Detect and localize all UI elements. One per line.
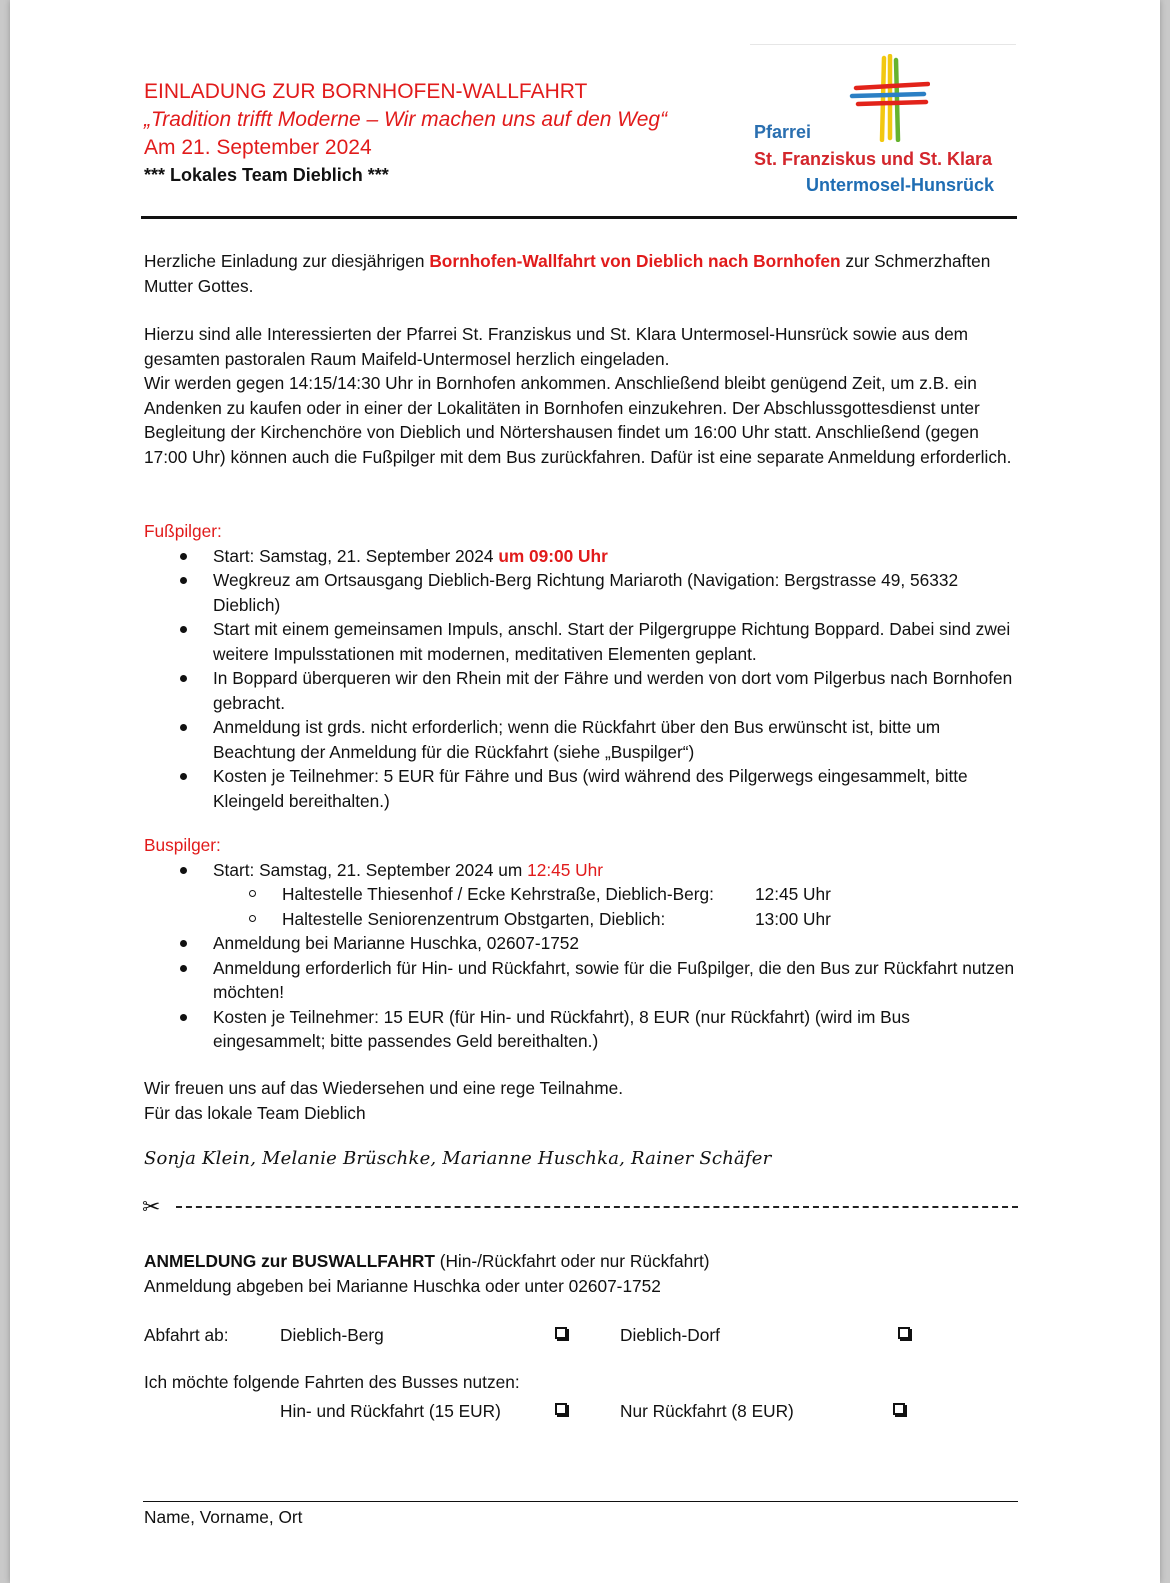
closing-line: Wir freuen uns auf das Wiedersehen und eine rege Teilnahme. <box>144 1078 624 1098</box>
start-time: 12:45 Uhr <box>527 859 604 880</box>
start-time: um 09:00 Uhr <box>498 545 608 566</box>
list-item: Kosten je Teilnehmer: 15 EUR (für Hin- und Rückfahrt), 8 EUR (nur Rückfahrt) (wird im Bus eingesammelt; bitte passendes Geld bereithalten.) <box>144 1005 1024 1054</box>
bus-stop-time: 13:00 Uhr <box>755 908 831 929</box>
bus-stop-place: Haltestelle Seniorenzentrum Obstgarten, Dieblich: <box>282 908 666 929</box>
bus-stop-time: 12:45 Uhr <box>755 884 831 904</box>
page-title: EINLADUNG ZUR BORNHOFEN-WALLFAHRT <box>144 80 588 103</box>
start-text: Start: Samstag, 21. September 2024 um <box>213 859 528 880</box>
list-item: Kosten je Teilnehmer: 5 EUR für Fähre und Bus (wird während des Pilgerwegs eingesammelt, bitte Kleingeld bereithalten.) <box>144 764 1024 813</box>
document-page <box>10 0 1160 1583</box>
section-heading-buspilger: Buspilger: <box>144 835 221 855</box>
team-name: *** Lokales Team Dieblich *** <box>144 165 389 185</box>
list-item <box>144 544 1024 569</box>
checkbox-return-only[interactable] <box>893 1403 905 1415</box>
list-item: Start mit einem gemeinsamen Impuls, anschl. Start der Pilgergruppe Richtung Boppard. Dabei sind zwei weitere Impulsstationen mit modernen, meditativen Elementen geplant. <box>144 617 1024 666</box>
bus-stop <box>213 907 1024 932</box>
list-item <box>144 858 1024 932</box>
logo-line-region: Untermosel-Hunsrück <box>806 175 995 195</box>
checkbox-dieblich-dorf[interactable] <box>898 1327 910 1339</box>
parish-cross-logo-icon <box>848 54 930 142</box>
checkbox-dieblich-berg[interactable] <box>555 1327 567 1339</box>
bus-stop <box>213 882 1024 907</box>
list-item: Anmeldung erforderlich für Hin- und Rückfahrt, sowie für die Fußpilger, die den Bus zur Rückfahrt nutzen möchten! <box>144 956 1024 1005</box>
list-item: In Boppard überqueren wir den Rhein mit der Fähre und werden von dort vom Pilgerbus nach Bornhofen gebracht. <box>144 666 1024 715</box>
scissors-icon: ✂ <box>142 1194 161 1219</box>
list-item: Anmeldung bei Marianne Huschka, 02607-1752 <box>144 931 1024 956</box>
intro-pre: Herzliche Einladung zur diesjährigen <box>144 251 430 271</box>
closing-block <box>144 1076 1024 1125</box>
event-date: Am 21. September 2024 <box>144 136 372 159</box>
form-title <box>144 1249 710 1274</box>
list-item: Anmeldung ist grds. nicht erforderlich; wenn die Rückfahrt über den Bus erwünscht ist, bitte um Beachtung der Anmeldung für die Rückfahrt (siehe „Buspilger“) <box>144 715 1024 764</box>
intro-paragraph <box>144 249 1024 298</box>
logo-top-rule <box>750 44 1016 45</box>
closing-team-line: Für das lokale Team Dieblich <box>144 1102 366 1123</box>
option-label-dieblich-berg: Dieblich-Berg <box>280 1325 384 1345</box>
fusspilger-list <box>144 544 1024 814</box>
section-fusspilger <box>144 519 1024 813</box>
cut-line <box>176 1206 1018 1208</box>
start-text: Start: Samstag, 21. September 2024 <box>213 545 499 566</box>
intro-highlight: Bornhofen-Wallfahrt von Dieblich nach Bornhofen <box>429 251 841 271</box>
form-instructions: Anmeldung abgeben bei Marianne Huschka oder unter 02607-1752 <box>144 1276 661 1296</box>
signature-names: Sonja Klein, Melanie Brüschke, Marianne Huschka, Rainer Schäfer <box>144 1148 772 1169</box>
name-signature-line[interactable] <box>143 1501 1018 1502</box>
option-label-dieblich-dorf: Dieblich-Dorf <box>620 1325 720 1345</box>
list-item: Wegkreuz am Ortsausgang Dieblich-Berg Richtung Mariaroth (Navigation: Bergstrasse 49, 56332 Dieblich) <box>144 568 1024 617</box>
form-title-bold: ANMELDUNG zur BUSWALLFAHRT <box>144 1251 435 1271</box>
details-line-invitation: Hierzu sind alle Interessierten der Pfarrei St. Franziskus und St. Klara Untermosel-Hunsrück sowie aus dem gesamten pastoralen Raum Maifeld-Untermosel herzlich eingeladen. <box>144 324 969 369</box>
section-buspilger <box>144 833 1024 1054</box>
motto: „Tradition trifft Moderne – Wir machen uns auf den Weg“ <box>144 108 668 131</box>
details-paragraph <box>144 322 1024 469</box>
bus-stop-place: Haltestelle Thiesenhof / Ecke Kehrstraße, Dieblich-Berg: <box>282 884 714 904</box>
bus-stops-list <box>213 882 1024 931</box>
form-title-rest: (Hin-/Rückfahrt oder nur Rückfahrt) <box>434 1251 710 1271</box>
name-field-label: Name, Vorname, Ort <box>144 1507 303 1527</box>
departure-label: Abfahrt ab: <box>144 1325 229 1345</box>
header-divider <box>141 216 1017 219</box>
logo-line-parish-name: St. Franziskus und St. Klara <box>754 149 993 169</box>
section-heading-fusspilger: Fußpilger: <box>144 521 222 541</box>
logo-line-pfarrei: Pfarrei <box>754 122 812 142</box>
option-label-return-only: Nur Rückfahrt (8 EUR) <box>620 1401 794 1421</box>
option-label-round-trip: Hin- und Rückfahrt (15 EUR) <box>280 1401 501 1421</box>
intro-post: zur Schmerzhaften Mutter Gottes. <box>144 251 991 296</box>
checkbox-round-trip[interactable] <box>555 1403 567 1415</box>
details-line-schedule: Wir werden gegen 14:15/14:30 Uhr in Bornhofen ankommen. Anschließend bleibt genügend Zeit, um z.B. ein Andenken zu kaufen oder in einer der Lokalitäten in Bornhofen einzukehren. Der Abschlussgottesdienst unter Begleitung der Kirchenchöre von Dieblich und Nörtershausen findet um 16:00 Uhr statt. Anschließend (gegen 17:00 Uhr) können auch die Fußpilger mit dem Bus zurückfahren. Dafür ist eine separate Anmeldung erforderlich. <box>144 373 1012 467</box>
buspilger-list <box>144 858 1024 1054</box>
trips-label: Ich möchte folgende Fahrten des Busses nutzen: <box>144 1372 520 1392</box>
